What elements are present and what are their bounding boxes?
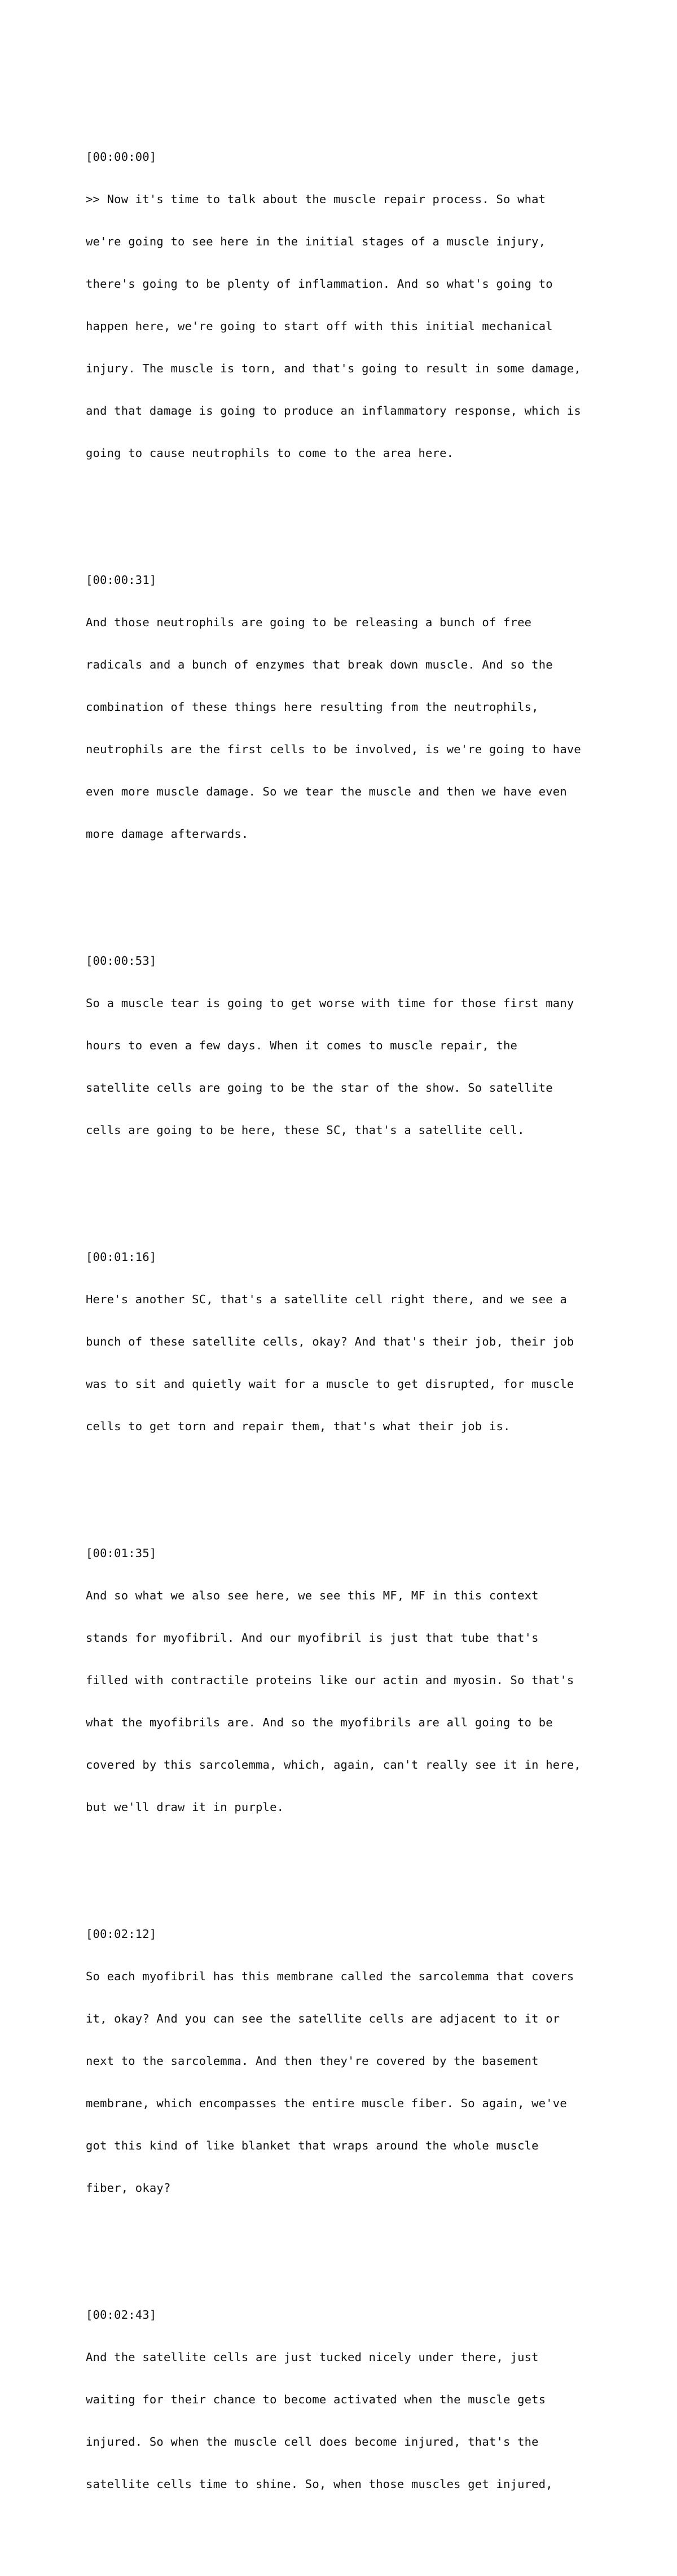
transcript-line: satellite cells are going to be the star of the show. So satellite <box>86 1081 553 1094</box>
transcript-line: happen here, we're going to start off with this initial mechanical <box>86 319 553 333</box>
transcript-line: radicals and a bunch of enzymes that break down muscle. And so the <box>86 658 553 671</box>
transcript-line: neutrophils are the first cells to be involved, is we're going to have <box>86 742 581 756</box>
transcript-line: even more muscle damage. So we tear the muscle and then we have even <box>86 785 567 798</box>
transcript-line: hours to even a few days. When it comes to muscle repair, the <box>86 1039 518 1052</box>
transcript-line: combination of these things here resulting from the neutrophils, <box>86 700 539 714</box>
transcript-block <box>86 926 650 1166</box>
transcript-block <box>86 122 650 489</box>
transcript <box>86 80 650 2576</box>
transcript-line: fiber, okay? <box>86 2181 171 2195</box>
transcript-line: got this kind of like blanket that wraps around the whole muscle <box>86 2139 539 2152</box>
transcript-line: membrane, which encompasses the entire muscle fiber. So again, we've <box>86 2096 567 2110</box>
timestamp: [00:01:16] <box>86 1250 157 1264</box>
transcript-line: going to cause neutrophils to come to the area here. <box>86 446 454 460</box>
transcript-line: it, okay? And you can see the satellite cells are adjacent to it or <box>86 2012 560 2025</box>
transcript-block <box>86 1899 650 2223</box>
transcript-line: Here's another SC, that's a satellite cell right there, and we see a <box>86 1293 567 1306</box>
transcript-block <box>86 1518 650 1843</box>
transcript-line: And those neutrophils are going to be releasing a bunch of free <box>86 616 532 629</box>
transcript-line: more damage afterwards. <box>86 827 249 841</box>
transcript-line: So each myofibril has this membrane called the sarcolemma that covers <box>86 1970 574 1983</box>
transcript-line: and that damage is going to produce an inflammatory response, which is <box>86 404 581 417</box>
timestamp: [00:00:31] <box>86 573 157 587</box>
transcript-line: injured. So when the muscle cell does become injured, that's the <box>86 2435 539 2448</box>
timestamp: [00:02:43] <box>86 2308 157 2322</box>
transcript-line: waiting for their chance to become activated when the muscle gets <box>86 2393 546 2406</box>
transcript-line: but we'll draw it in purple. <box>86 1800 284 1814</box>
transcript-line: was to sit and quietly wait for a muscle to get disrupted, for muscle <box>86 1377 574 1391</box>
transcript-line: So a muscle tear is going to get worse with time for those first many <box>86 996 574 1010</box>
transcript-line: And so what we also see here, we see this MF, MF in this context <box>86 1589 539 1602</box>
transcript-line: >> Now it's time to talk about the muscle repair process. So what <box>86 192 546 206</box>
transcript-line: covered by this sarcolemma, which, again, can't really see it in here, <box>86 1758 581 1771</box>
transcript-line: there's going to be plenty of inflammation. And so what's going to <box>86 277 553 291</box>
transcript-line: bunch of these satellite cells, okay? And that's their job, their job <box>86 1335 574 1348</box>
transcript-line: stands for myofibril. And our myofibril is just that tube that's <box>86 1631 539 1645</box>
transcript-line: cells to get torn and repair them, that's what their job is. <box>86 1419 511 1433</box>
transcript-block <box>86 2280 650 2520</box>
transcript-line: what the myofibrils are. And so the myofibrils are all going to be <box>86 1716 553 1729</box>
transcript-block <box>86 1222 650 1462</box>
timestamp: [00:00:53] <box>86 954 157 968</box>
transcript-line: cells are going to be here, these SC, that's a satellite cell. <box>86 1123 525 1137</box>
timestamp: [00:02:12] <box>86 1927 157 1941</box>
transcript-line: injury. The muscle is torn, and that's going to result in some damage, <box>86 362 581 375</box>
transcript-line: we're going to see here in the initial stages of a muscle injury, <box>86 235 546 248</box>
transcript-line: satellite cells time to shine. So, when those muscles get injured, <box>86 2477 553 2491</box>
timestamp: [00:00:00] <box>86 150 157 164</box>
transcript-line: next to the sarcolemma. And then they're covered by the basement <box>86 2054 539 2068</box>
timestamp: [00:01:35] <box>86 1546 157 1560</box>
transcript-line: And the satellite cells are just tucked nicely under there, just <box>86 2350 539 2364</box>
transcript-line: filled with contractile proteins like our actin and myosin. So that's <box>86 1673 574 1687</box>
transcript-block <box>86 545 650 869</box>
